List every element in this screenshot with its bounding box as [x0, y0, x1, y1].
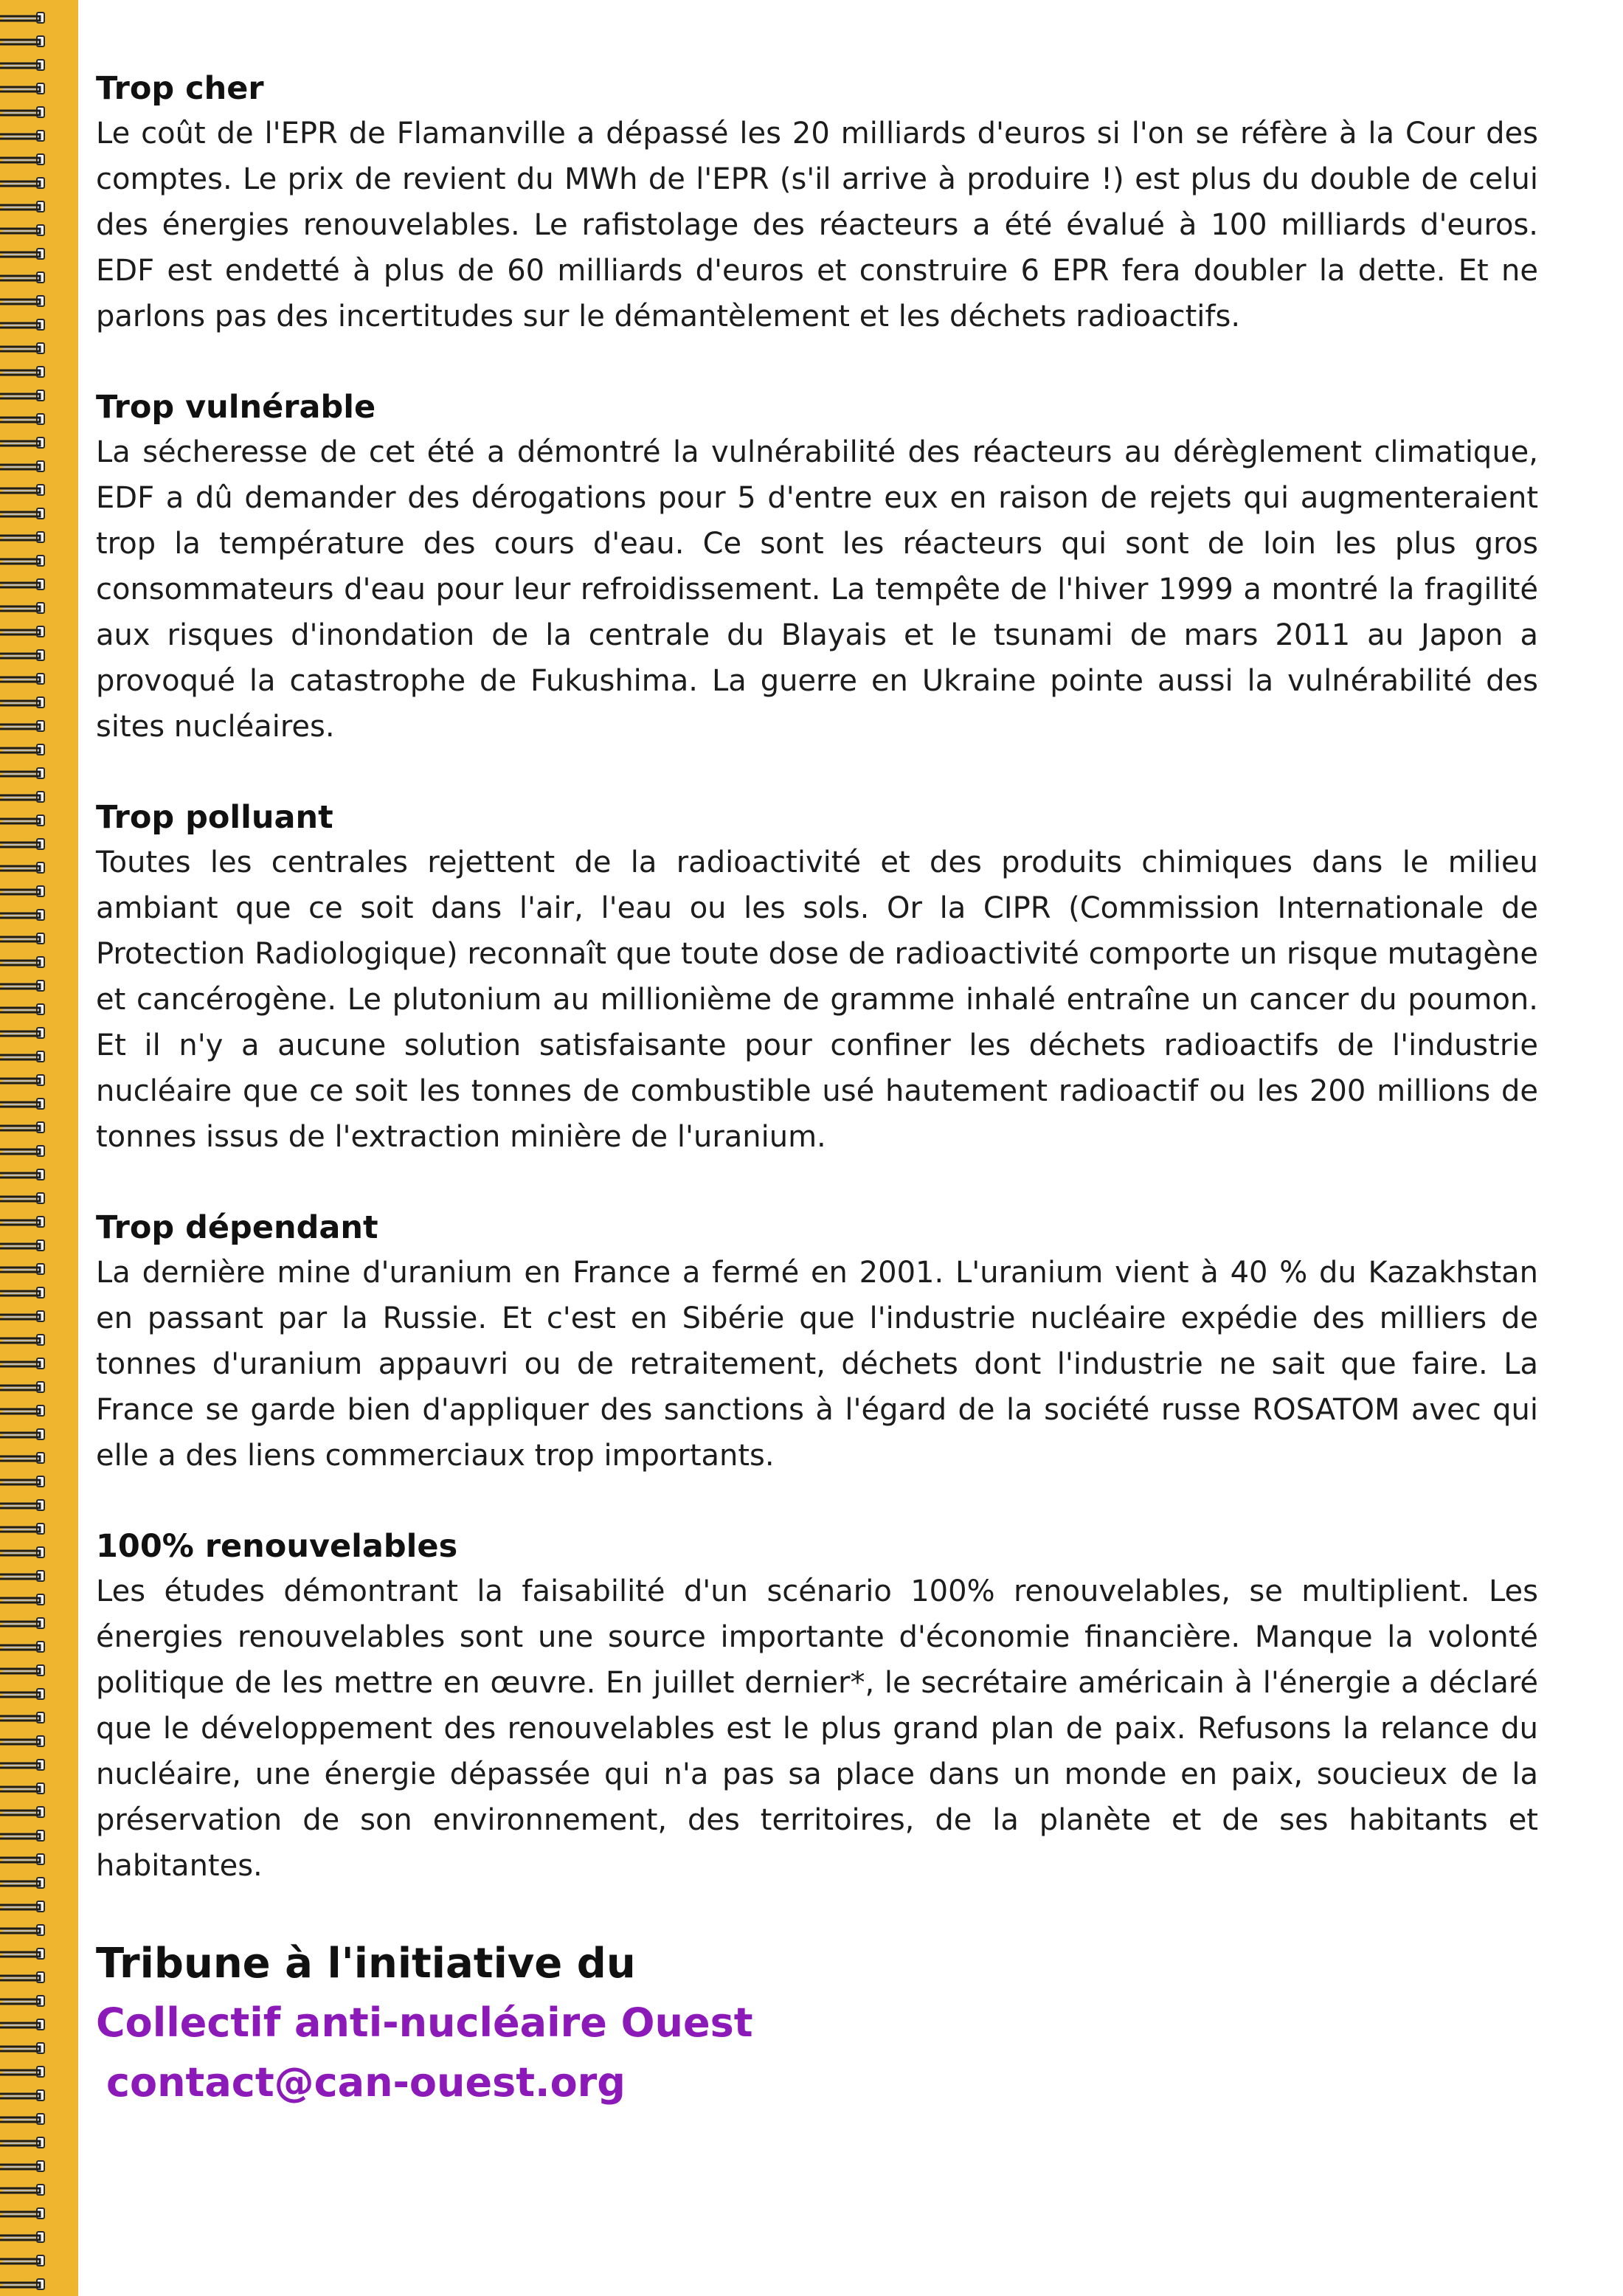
binding-ring [0, 910, 44, 920]
section-trop-cher [96, 66, 1538, 339]
binding-ring [0, 697, 44, 708]
binding-ring [0, 1736, 44, 1746]
binding-ring [0, 1878, 44, 1888]
binding-ring [0, 886, 44, 896]
binding-ring [0, 1524, 44, 1534]
binding-ring [0, 2019, 44, 2030]
binding-ring [0, 1925, 44, 1935]
collective-name: Collectif anti-nucléaire Ouest [96, 1999, 753, 2046]
binding-ring [0, 178, 44, 188]
binding-ring [0, 839, 44, 849]
binding-ring [0, 1854, 44, 1864]
binding-ring [0, 2185, 44, 2195]
binding-ring [0, 1783, 44, 1794]
binding-ring [0, 744, 44, 755]
binding-ring [0, 1287, 44, 1298]
binding-ring [0, 1382, 44, 1392]
binding-ring [0, 1830, 44, 1841]
section-trop-polluant [96, 795, 1538, 1160]
binding-ring [0, 390, 44, 401]
binding-ring [0, 131, 44, 141]
binding-ring [0, 2232, 44, 2242]
section-heading: Trop dépendant [96, 1209, 378, 1246]
binding-ring [0, 1547, 44, 1557]
binding-ring [0, 1169, 44, 1180]
binding-ring [0, 1760, 44, 1770]
binding-ring [0, 957, 44, 967]
binding-ring [0, 626, 44, 637]
binding-ring [0, 1618, 44, 1628]
section-text: La sécheresse de cet été a démontré la vulnérabilité des réacteurs au dérèglement climatique, EDF a dû demander des dérogations pour 5 d'entre eux en raison de rejets qui augmenteraient trop la température des cours d'eau. Ce sont les réacteurs qui sont de loin les plus gros consommateurs d'eau pour leur refroidissement. La tempête de l'hiver 1999 a montré la fragilité aux risques d'inondation de la centrale du Blayais et le tsunami de mars 2011 au Japon a provoqué la catastrophe de Fukushima. La guerre en Ukraine pointe aussi la vulnérabilité des sites nucléaires. [96, 435, 1538, 744]
binding-ring [0, 36, 44, 46]
section-trop-vulnerable [96, 385, 1538, 750]
section-text: Les études démontrant la faisabilité d'un scénario 100% renouvelables, se multiplient. Les énergies renouvelables sont une source importante d'économie financière. Manque la volonté politique de les mettre en œuvre. En juillet dernier*, le secrétaire américain à l'énergie a déclaré que le développement des renouvelables est le plus grand plan de paix. Refusons la relance du nucléaire, une énergie dépassée qui n'a pas sa place dans un monde en paix, soucieux de la préservation de son environnement, des territoires, de la planète et de ses habitants et habitantes. [96, 1574, 1538, 1883]
section-heading: Trop cher [96, 70, 264, 107]
binding-ring [0, 1665, 44, 1676]
binding-ring [0, 792, 44, 802]
binding-ring [0, 650, 44, 660]
binding-ring [0, 2255, 44, 2266]
binding-ring [0, 1240, 44, 1251]
binding-ring [0, 1264, 44, 1274]
binding-ring [0, 1405, 44, 1416]
binding-ring [0, 1712, 44, 1723]
signature-block [96, 1934, 1538, 2113]
section-heading: Trop polluant [96, 799, 333, 836]
binding-ring [0, 1949, 44, 1959]
initiative-line: Tribune à l'initiative du [96, 1940, 636, 1988]
binding-ring [0, 296, 44, 306]
binding-ring [0, 438, 44, 448]
binding-ring [0, 249, 44, 259]
section-heading: 100% renouvelables [96, 1528, 458, 1565]
binding-ring [0, 1028, 44, 1038]
binding-ring [0, 1453, 44, 1463]
section-text: Le coût de l'EPR de Flamanville a dépassé les 20 milliards d'euros si l'on se réfère à la Cour des comptes. Le prix de revient du MWh de l'EPR (s'il arrive à produire !) est plus du double de celui des énergies renouvelables. Le rafistolage des réacteurs a été évalué à 100 milliards d'euros. EDF est endetté à plus de 60 milliards d'euros et construire 6 EPR fera doubler la dette. Et ne parlons pas des incertitudes sur le démantèlement et les déchets radioactifs. [96, 117, 1538, 333]
binding-ring [0, 225, 44, 235]
binding-ring [0, 1004, 44, 1014]
binding-ring [0, 1358, 44, 1369]
binding-ring [0, 2043, 44, 2053]
binding-ring [0, 2279, 44, 2289]
binding-ring [0, 1594, 44, 1605]
binding-ring [0, 768, 44, 778]
section-text: Toutes les centrales rejettent de la radioactivité et des produits chimiques dans le milieu ambiant que ce soit dans l'air, l'eau ou les sols. Or la CIPR (Commission Internationale de Protection Radiologique) reconnaît que toute dose de radioactivité comporte un risque mutagène et cancérogène. Le plutonium au millionième de gramme inhalé entraîne un cancer du poumon. Et il n'y a aucune solution satisfaisante pour confiner les déchets radioactifs de l'industrie nucléaire que ce soit les tonnes de combustible usé hautement radioactif ou les 200 millions de tonnes issus de l'extraction minière de l'uranium. [96, 846, 1538, 1154]
section-100-renouvelables [96, 1524, 1538, 1889]
binding-ring [0, 1099, 44, 1109]
binding-ring [0, 2067, 44, 2077]
section-heading: Trop vulnérable [96, 389, 376, 426]
binding-ring [0, 2114, 44, 2124]
binding-ring [0, 862, 44, 873]
binding-ring [0, 1075, 44, 1085]
binding-ring [0, 343, 44, 353]
binding-ring [0, 1335, 44, 1345]
binding-ring [0, 83, 44, 94]
binding-ring [0, 1311, 44, 1321]
binding-ring [0, 1146, 44, 1156]
binding-ring [0, 13, 44, 23]
binding-ring [0, 933, 44, 944]
binding-ring [0, 815, 44, 826]
binding-ring [0, 1051, 44, 1062]
binding-ring [0, 1476, 44, 1487]
binding-ring [0, 2161, 44, 2171]
binding-ring [0, 508, 44, 519]
section-trop-dependant [96, 1206, 1538, 1479]
binding-ring [0, 60, 44, 70]
spiral-binding [0, 0, 78, 2296]
binding-ring [0, 556, 44, 566]
binding-ring [0, 2137, 44, 2148]
document-body [96, 66, 1538, 2113]
binding-ring [0, 1217, 44, 1227]
binding-ring [0, 721, 44, 731]
binding-ring [0, 154, 44, 165]
binding-ring [0, 1571, 44, 1581]
binding-ring [0, 532, 44, 542]
spiral-rings [0, 0, 78, 2296]
contact-email[interactable]: contact@can-ouest.org [106, 2059, 626, 2106]
binding-ring [0, 107, 44, 117]
binding-ring [0, 1500, 44, 1510]
binding-ring [0, 414, 44, 424]
binding-ring [0, 1901, 44, 1912]
binding-ring [0, 461, 44, 471]
binding-ring [0, 1122, 44, 1133]
binding-ring [0, 674, 44, 684]
binding-ring [0, 367, 44, 377]
binding-ring [0, 272, 44, 283]
binding-ring [0, 2208, 44, 2219]
binding-ring [0, 1642, 44, 1652]
binding-ring [0, 603, 44, 613]
binding-ring [0, 1996, 44, 2006]
binding-ring [0, 1193, 44, 1203]
binding-ring [0, 1689, 44, 1699]
binding-ring [0, 1807, 44, 1817]
binding-ring [0, 1972, 44, 1982]
section-text: La dernière mine d'uranium en France a fermé en 2001. L'uranium vient à 40 % du Kazakhstan en passant par la Russie. Et c'est en Sibérie que l'industrie nucléaire expédie des milliers de tonnes d'uranium appauvri ou de retraitement, déchets dont l'industrie ne sait que faire. La France se garde bien d'appliquer des sanctions à l'égard de la société russe ROSATOM avec qui elle a des liens commerciaux trop importants. [96, 1256, 1538, 1473]
binding-ring [0, 579, 44, 589]
binding-ring [0, 2090, 44, 2100]
binding-ring [0, 485, 44, 495]
binding-ring [0, 201, 44, 212]
binding-ring [0, 981, 44, 991]
binding-ring [0, 1429, 44, 1439]
binding-ring [0, 319, 44, 330]
